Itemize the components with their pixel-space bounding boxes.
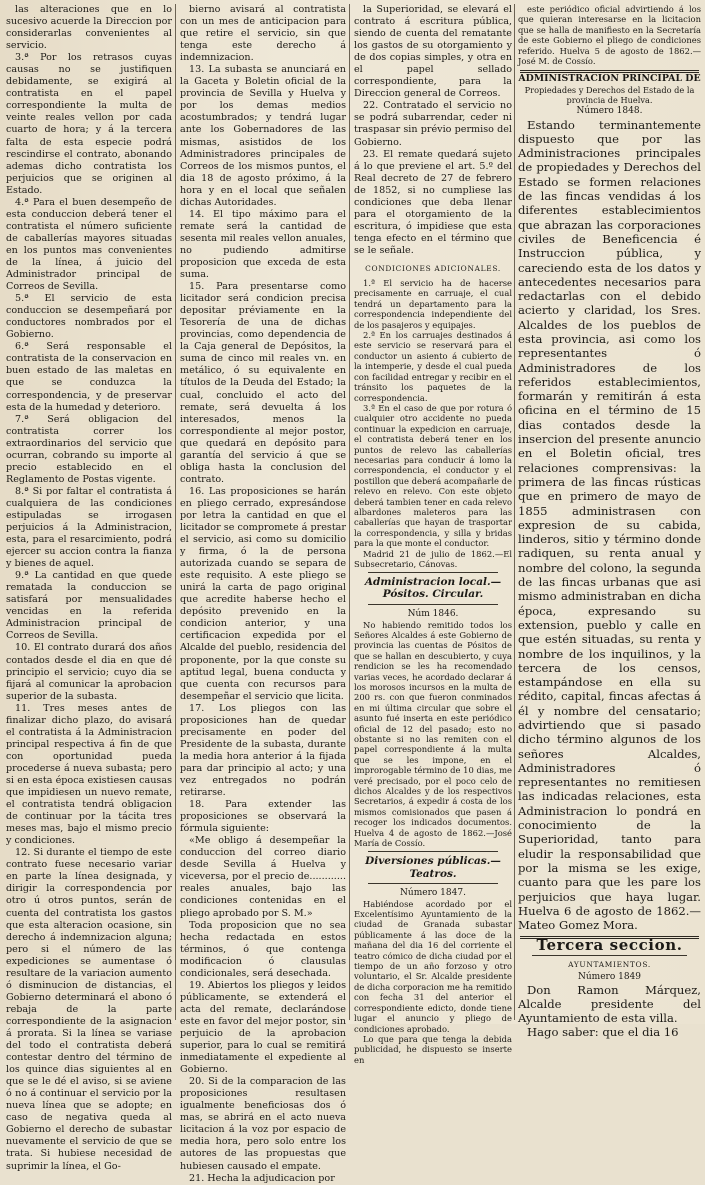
column-rule <box>514 4 515 1020</box>
section-heading: CONDICIONES ADICIONALES. <box>365 263 501 273</box>
paragraph: Hago saber: que el dia 16 <box>527 1025 679 1040</box>
divider <box>368 883 498 884</box>
notice-number: Número 1848. <box>576 106 643 117</box>
paragraph: Lo que para que tenga la debida publicidad, he dispuesto se inserte en <box>354 1033 512 1065</box>
paragraph: este periódico oficial advirtiendo á los que quieran interesarse en la licitacion que se halla de manifiesto en la Secretaría de este Gobierno el pliego de condiciones referido. Huelva 5 de agosto de 1862.—José M. de Cossío. <box>518 4 701 67</box>
paragraph: 20. Si de la comparacion de las proposiciones resultasen igualmente beneficiosas dos ó mas, se abrirá en el acto nueva licitacion á la voz por espacio de media hora, pero solo entre los autores de las propuestas que hubiesen causado el empate. <box>180 1076 346 1172</box>
paragraph: Estando terminantemente dispuesto que por las Administraciones principales de propiedades y Derechos del Estado se formen relaciones de las fincas vendidas á los diferentes establecimientos que abrazan las corporaciones civiles de Beneficencia é Instruccion pública, y careciendo esta de los datos y antecedentes necesarios para redactarlas con el debido acierto y claridad, los Sres. Alcaldes de los pueblos de esta provincia, asi como los representantes ó Administradores de los referidos establecimientos, formarán y remitirán á esta oficina en el término de 15 dias contados desde la insercion del presente anuncio en el Boletin oficial, tres relaciones comprensivas: la primera de las fincas rústicas que en primero de mayo de 1855 administrasen con expresion de su cabida, linderos, sitio y término donde radiquen, su renta anual y nombre del colono, la segunda de las fincas urbanas que asi mismo administraban en dicha época, expresando su extension, pueblo y calle en que estén situadas, su renta y nombre de los inquilinos, y la tercera de los censos, estampándose en ella su rédito, capital, fincas afectas á él y nombre del censatario; advirtiendo que si pasado dicho término algunos de los señores Alcaldes, Administradores ó representantes no remitiesen las indicadas relaciones, esta Administracion lo pondrá en conocimiento de la Superioridad, tanto para eludir la responsabilidad que por la misma se les exige, cuanto para que les pare los perjuicios que haya lugar. Huelva 6 de agosto de 1862.—Mateo Gomez Mora. <box>518 117 701 933</box>
paragraph: 2.ª En los carruajes destinados á este servicio se reservará para el conductor un asiento á cubierto de la intemperie, y desde el cual pueda con facilidad entregar y recibir en el tránsito los paquetes de la correspondencia. <box>354 330 512 403</box>
divider <box>368 851 498 852</box>
paragraph: bierno avisará al contratista con un mes de anticipacion para que retire el servicio, sin que tenga este derecho á indemnizacion. <box>180 4 346 64</box>
column-1 <box>6 4 172 1172</box>
paragraph: 3.ª En el caso de que por rotura ó cualquier otro accidente no pueda continuar la expedicion en carruaje, el contratista deberá tener en los puntos de relevo las caballerías necesarias para conducir á lomo la correspondencia, el conductor y el postillon que deberá acompañarle de relevo en relevo. Con este objeto deberá tambien tener en cada relevo albardones maleteros para las caballerías que hayan de trasportar la correspondencia, y silla y bridas para la que monte el conductor. <box>354 402 512 549</box>
section-heading: Administracion local.—Pósitos. Circular. <box>364 576 502 601</box>
formula-paragraph: «Me obligo á desempeñar la conduccion del correo diario desde Sevilla á Huelva y viceversa, por el precio de............ reales anuales, bajo las condiciones contenidas en el pliego aprobado por S. M.» <box>180 835 346 919</box>
paragraph: las alteraciones que en lo sucesivo acuerde la Direccion por considerarlas convenientes al servicio. <box>6 4 172 52</box>
paragraph: 23. El remate quedará sujeto á lo que previene el art. 5.º del Real decreto de 27 de febrero de 1852, si no cumpliese las condiciones que deba llenar para el otorgamiento de la escritura, ó impidiese que esta tenga efecto en el término que se le señale. <box>354 148 512 256</box>
paragraph: No habiendo remitido todos los Señores Alcaldes á este Gobierno de provincia las cuentas de Pósitos de que se hallan en descubierto, y cuya rendicion se les ha recomendado varias veces, he acordado declarar á los morosos incursos en la multa de 200 rs. con que fueron conminados en mi última circular que sobre el asunto fué inserta en este periódico oficial de 12 del pasado; esto no obstante si no las remiten con el papel correspondiente á la multa que se les impone, en el improrogable término de 10 dias, me veré precisado, por el poco celo de dichos Alcaldes y de los respectivos Secretarios, á expedir á costa de los mismos comisionados que pasen á recoger los indicados documentos. Huelva 4 de agosto de 1862.—José María de Cossío. <box>354 619 512 849</box>
paragraph: la Superioridad, se elevará el contrato á escritura pública, siendo de cuenta del rematante los gastos de su otorgamiento y de dos copias simples, y otra en el papel sellado correspondiente, para la Direccion general de Correos. <box>354 4 512 100</box>
paragraph: 4.ª Para el buen desempeño de esta conduccion deberá tener el contratista el número suficiente de caballerías mayores situadas en los puntos mas convenientes de la línea, á juicio del Administrador principal de Correos de Sevilla. <box>6 196 172 293</box>
paragraph: 7.ª Será obligacion del contratista correr los extraordinarios del servicio que ocurran, cobrando su importe al precio establecido en el Reglamento de Postas vigente. <box>6 413 172 485</box>
divider <box>368 572 498 573</box>
paragraph: 1.ª El servicio ha de hacerse precisamente en carruaje, el cual tendrá un departamento para la correspondencia independiente del de los pasajeros y equipajes. <box>354 278 512 330</box>
paragraph: 12. Si durante el tiempo de este contrato fuese necesario variar en parte la línea designada, y dirigir la correspondencia por otro ú otros puntos, serán de cuenta del contratista los gastos que esta alteracion ocasione, sin derecho á indemnizacion alguna; pero si el número de las expediciones se aumentase ó resultare de la variacion aumento ó disminucion de distancias, el Gobierno determinará el abono ó rebaja de la parte correspondiente de la asignacion á prorata. Si la línea se variase del todo el contratista deberá contestar dentro del término de los quince dias siguientes al en que se le dé el aviso, si se aviene ó no á continuar el servicio por la nueva línea que se adopte; en caso de negativa queda al Gobierno el derecho de subastar nuevamente el servicio de que se trata. Si hubiese necesidad de suprimir la línea, el Go- <box>6 847 172 1172</box>
notice-heading: ADMINISTRACION PRINCIPAL DE <box>518 73 701 85</box>
paragraph: Habiéndose acordado por el Excelentísimo Ayuntamiento de la ciudad de Granada subastar públicamente á las doce de la mañana del dia 16 del corriente el teatro cómico de dicha ciudad por el tiempo de un año forzoso y otro voluntario, el Sr. Alcalde presidente de dicha corporacion me ha remitido con fecha 31 del anterior el correspondiente edicto, donde tiene lugar el anuncio y pliego de condiciones aprobado. <box>354 898 512 1034</box>
notice-subheading: Propiedades y Derechos del Estado de la provincia de Huelva. <box>524 85 695 106</box>
paragraph: 11. Tres meses antes de finalizar dicho plazo, do avisará el contratista á la Administracion principal respectiva á fin de que con oportunidad pueda procederse á nueva subasta; pero si en esta época existiesen causas que impidiesen un nuevo remate, el contratista tendrá obligacion de continuar por la tácita tres meses mas, bajo el mismo precio y condiciones. <box>6 702 172 847</box>
paragraph: 15. Para presentarse como licitador será condicion precisa depositar préviamente en la Tesorería de una de dichas provincias, como dependencia de la Caja general de Depósitos, la suma de cinco mil reales vn. en metálico, ó su equivalente en títulos de la Deuda del Estado; la cual, concluido el acto del remate, será devuelta á los interesados, menos la correspondiente al mejor postor, que quedará en depósito para garantía del servicio á que se obliga hasta la conclusion del contrato. <box>180 281 346 485</box>
section-title: Tercera seccion. <box>536 936 683 955</box>
divider <box>532 955 687 956</box>
notice-number: Número 1847. <box>400 887 466 898</box>
section-heading: Diversiones públicas.—Teatros. <box>365 855 501 880</box>
paragraph: 5.ª El servicio de esta conduccion se desempeñará por conductores nombrados por el Gobierno. <box>6 293 172 341</box>
section-heading: AYUNTAMIENTOS. <box>568 959 651 969</box>
paragraph: 13. La subasta se anunciará en la Gaceta y Boletin oficial de la provincia de Sevilla y Huelva y por los demas medios acostumbrados; y tendrá lugar ante los Gobernadores de las mismas, asistidos de los Administradores principales de Correos de los mismos puntos, el dia 18 de agosto próximo, á la hora y en el local que señalen dichas Autoridades. <box>180 64 346 208</box>
paragraph: Toda proposicion que no sea hecha redactada en estos términos, ó que contenga modificacion ó clausulas condicionales, será desechada. <box>180 919 346 979</box>
paragraph: 3.ª Por los retrasos cuyas causas no se justifiquen debidamente, se exigirá al contratista en el papel correspondiente la multa de veinte reales vellon por cada cuarto de hora; y á la tercera falta de esta especie podrá rescindirse el contrato, abonando ademas dicho contratista los perjuicios que se originen al Estado. <box>6 52 172 196</box>
paragraph: 8.ª Si por faltar el contratista á cualquiera de las condiciones estipuladas se irrogasen perjuicios á la Administracion, esta, para el resarcimiento, podrá ejercer su accion contra la fianza y bienes de aquel. <box>6 485 172 570</box>
paragraph: 22. Contratado el servicio no se podrá subarrendar, ceder ni traspasar sin prévio permiso del Gobierno. <box>354 100 512 148</box>
paragraph: 17. Los pliegos con las proposiciones han de quedar precisamente en poder del Presidente de la subasta, durante la media hora anterior á la fijada para dar principio al acto; y una vez entregados no podrán retirarse. <box>180 702 346 799</box>
paragraph: 14. El tipo máximo para el remate será la cantidad de sesenta mil reales vellon anuales, no pudiendo admitirse proposicion que exceda de esta suma. <box>180 208 346 281</box>
signature-line: Madrid 21 de julio de 1862.—El Subsecretario, Cánovas. <box>354 548 512 569</box>
paragraph: 21. Hecha la adjudicacion por <box>189 1172 335 1184</box>
notice-number: Núm 1846. <box>407 608 459 619</box>
divider <box>368 604 498 605</box>
paragraph: 9.ª La cantidad en que quede rematada la conduccion se satisfará por mensualidades vencidas en la referida Administracion principal de Correos de Sevilla. <box>6 570 172 642</box>
paragraph: 19. Abiertos los pliegos y leidos públicamente, se extenderá el acta del remate, declarándose este en favor del mejor postor, sin perjuicio de la aprobacion superior, para lo cual se remitirá inmediatamente el expediente al Gobierno. <box>180 979 346 1076</box>
column-rule <box>175 4 176 1020</box>
notice-number: Número 1849 <box>577 971 642 982</box>
column-4 <box>518 4 701 1040</box>
paragraph: Don Ramon Márquez, Alcalde presidente del Ayuntamiento de esta villa. <box>518 982 701 1026</box>
paragraph: 16. Las proposiciones se harán en pliego cerrado, expresándose por letra la cantidad en que el licitador se compromete á prestar el servicio, asi como su domicilio y firma, ó la de persona autorizada cuando se separa de este requisito. A este pliego se unirá la carta de pago original que acredite haberse hecho el depósito prevenido en la condicion anterior, y una certificacion expedida por el Alcalde del pueblo, residencia del proponente, por la que conste su aptitud legal, buena conducta y que cuenta con recursos para desempeñar el servicio que licita. <box>180 485 346 702</box>
paragraph: 18. Para extender las proposiciones se observará la fórmula siguiente: <box>180 799 346 835</box>
paragraph: 10. El contrato durará dos años contados desde el dia en que dé principio el servicio; cuyo dia se fijará al comunicar la aprobacion superior de la subasta. <box>6 642 172 702</box>
column-rule <box>349 4 350 1020</box>
paragraph: 6.ª Será responsable el contratista de la conservacion en buen estado de las maletas en que se conduzca la correspondencia, y de preservar esta de la humedad y deterioro. <box>6 341 172 413</box>
column-2 <box>180 4 346 1184</box>
column-3 <box>354 4 512 1065</box>
